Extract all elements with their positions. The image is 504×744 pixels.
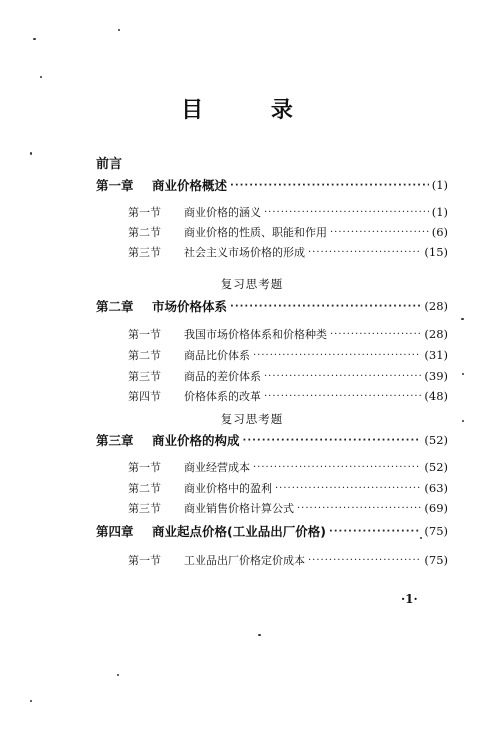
toc-section[interactable] [128,499,448,517]
review-questions: 复习思考题 [220,277,284,291]
page-number: (6) [431,225,448,239]
section-title: 商业经营成本 [184,461,250,474]
toc-section[interactable] [128,325,448,343]
page-number: (1) [431,205,448,219]
page-number: (69) [424,501,448,515]
scan-speck [118,29,120,31]
section-title: 价格体系的改革 [184,390,261,403]
chapter-title: 商业价格概述 [152,178,228,193]
leader-dots [275,483,421,494]
section-number: 第四节 [128,390,161,403]
section-number: 第三节 [128,246,161,259]
section-title: 商业销售价格计算公式 [184,502,294,515]
page-number: (63) [424,481,448,495]
scan-speck [33,38,36,40]
scan-speck [30,700,32,702]
section-title: 商品的差价体系 [184,370,261,383]
section-title: 社会主义市场价格的形成 [184,246,305,259]
section-title: 商业价格的性质、职能和作用 [184,226,327,239]
page-number: (75) [424,553,448,567]
toc-chapter-4[interactable] [96,522,448,540]
toc-preface: 前言 [96,157,123,172]
leader-dots [230,180,429,191]
section-number: 第二节 [128,482,161,495]
review-questions: 复习思考题 [220,412,284,426]
section-number: 第三节 [128,370,161,383]
chapter-title: 市场价格体系 [152,299,228,314]
page-number: (52) [424,460,448,474]
leader-dots [330,227,429,238]
leader-dots [308,555,421,566]
scan-speck [462,373,464,375]
section-number: 第三节 [128,502,161,515]
scan-speck [258,634,261,636]
page-number: (15) [424,245,448,259]
page-number: (39) [424,369,448,383]
section-number: 第二节 [128,349,161,362]
leader-dots [230,301,421,312]
page-number: (52) [424,433,448,447]
chapter-number: 第二章 [96,299,134,314]
chapter-number: 第四章 [96,524,134,539]
section-number: 第一节 [128,206,161,219]
toc-section[interactable] [128,203,448,221]
section-number: 第一节 [128,554,161,567]
section-title: 商品比价体系 [184,349,250,362]
leader-dots [264,391,421,402]
toc-section[interactable] [128,387,448,405]
chapter-number: 第一章 [96,178,134,193]
leader-dots [253,350,421,361]
toc-section[interactable] [128,458,448,476]
leader-dots [329,526,421,537]
toc-section[interactable] [128,367,448,385]
toc-section[interactable] [128,479,448,497]
scan-speck [40,76,42,78]
section-title: 商业价格中的盈利 [184,482,272,495]
toc-chapter-3[interactable] [96,431,448,449]
scan-speck [30,152,32,155]
page-number: (1) [431,178,448,192]
leader-dots [264,371,421,382]
leader-dots [243,435,422,446]
chapter-title: 商业起点价格(工业品出厂价格) [152,524,326,539]
toc-section[interactable] [128,346,448,364]
leader-dots [308,247,421,258]
leader-dots [330,329,421,340]
section-title: 商业价格的涵义 [184,206,261,219]
page-number: (28) [424,299,448,313]
leader-dots [297,503,421,514]
scan-speck [462,420,464,422]
page-folio: ·1· [401,592,418,606]
chapter-number: 第三章 [96,433,134,448]
page-number: (75) [424,524,448,538]
page-number: (31) [424,348,448,362]
scan-speck [117,674,119,676]
scan-speck [461,318,464,320]
scan-speck [420,537,422,539]
page-title: 目 录 [181,98,323,123]
section-number: 第一节 [128,328,161,341]
leader-dots [253,462,421,473]
toc-section[interactable] [128,223,448,241]
page-number: (48) [424,389,448,403]
toc-section[interactable] [128,551,448,569]
section-number: 第一节 [128,461,161,474]
toc-chapter-1[interactable] [96,176,448,194]
leader-dots [264,207,429,218]
toc-section[interactable] [128,243,448,261]
section-number: 第二节 [128,226,161,239]
section-title: 我国市场价格体系和价格种类 [184,328,327,341]
chapter-title: 商业价格的构成 [152,433,240,448]
toc-chapter-2[interactable] [96,297,448,315]
page-number: (28) [424,327,448,341]
section-title: 工业品出厂价格定价成本 [184,554,305,567]
